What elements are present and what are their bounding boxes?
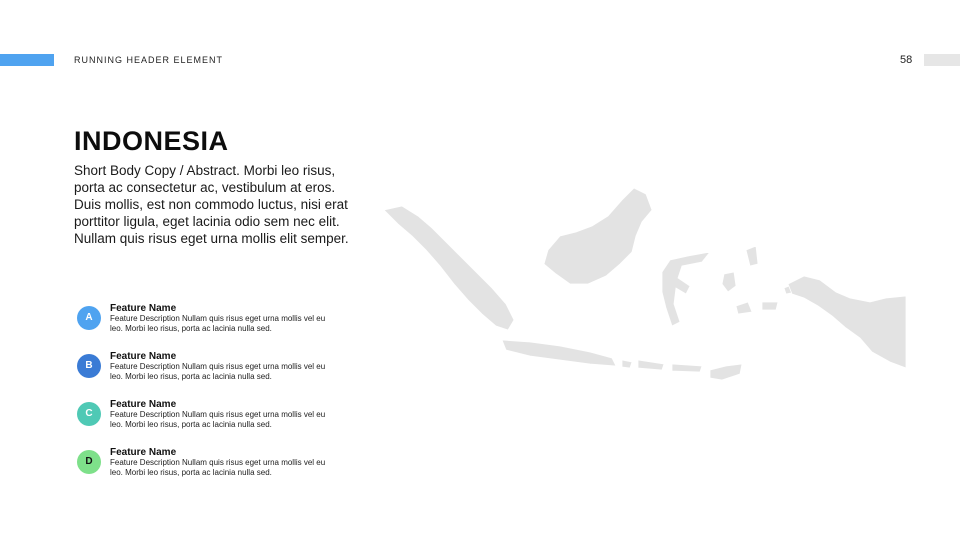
- page-number-accent-bar: [924, 54, 960, 66]
- feature-list: [76, 303, 356, 495]
- feature-item-a: [76, 303, 356, 351]
- map-region-sulawesi: [662, 252, 710, 326]
- feature-item-d: [76, 447, 356, 495]
- feature-name: Feature Name: [110, 351, 177, 362]
- feature-badge-c: C: [77, 402, 101, 426]
- running-header: RUNNING HEADER ELEMENT: [74, 55, 224, 65]
- page-title: INDONESIA: [74, 126, 229, 156]
- feature-name: Feature Name: [110, 447, 177, 458]
- map-region-papua: [788, 276, 906, 368]
- feature-item-b: [76, 351, 356, 399]
- map-region-nusa-tenggara: [622, 360, 742, 380]
- feature-name: Feature Name: [110, 303, 177, 314]
- body-copy: Short Body Copy / Abstract. Morbi leo risus, porta ac consectetur ac, vestibulum at eros. Duis mollis, est non commodo luctus, nisi erat porttitor ligula, eget lacinia odio sem nec elit. Nullam quis risus eget urna mollis elit semper.: [74, 163, 349, 246]
- feature-item-c: [76, 399, 356, 447]
- feature-description: Feature Description Nullam quis risus eget urna mollis vel eu leo. Morbi leo risus, porta ac lacinia nulla sed.: [110, 458, 326, 477]
- map-region-java: [502, 340, 616, 366]
- page-number: 58: [900, 54, 913, 66]
- indonesia-map: [380, 180, 910, 400]
- map-region-kalimantan: [544, 188, 652, 284]
- map-region-sumatra: [384, 206, 514, 330]
- feature-badge-a: A: [77, 306, 101, 330]
- map-region-maluku: [722, 246, 796, 314]
- feature-description: Feature Description Nullam quis risus eget urna mollis vel eu leo. Morbi leo risus, porta ac lacinia nulla sed.: [110, 410, 326, 429]
- feature-description: Feature Description Nullam quis risus eget urna mollis vel eu leo. Morbi leo risus, porta ac lacinia nulla sed.: [110, 314, 326, 333]
- feature-badge-d: D: [77, 450, 101, 474]
- feature-description: Feature Description Nullam quis risus eget urna mollis vel eu leo. Morbi leo risus, porta ac lacinia nulla sed.: [110, 362, 326, 381]
- feature-badge-b: B: [77, 354, 101, 378]
- feature-name: Feature Name: [110, 399, 177, 410]
- header-accent-bar: [0, 54, 54, 66]
